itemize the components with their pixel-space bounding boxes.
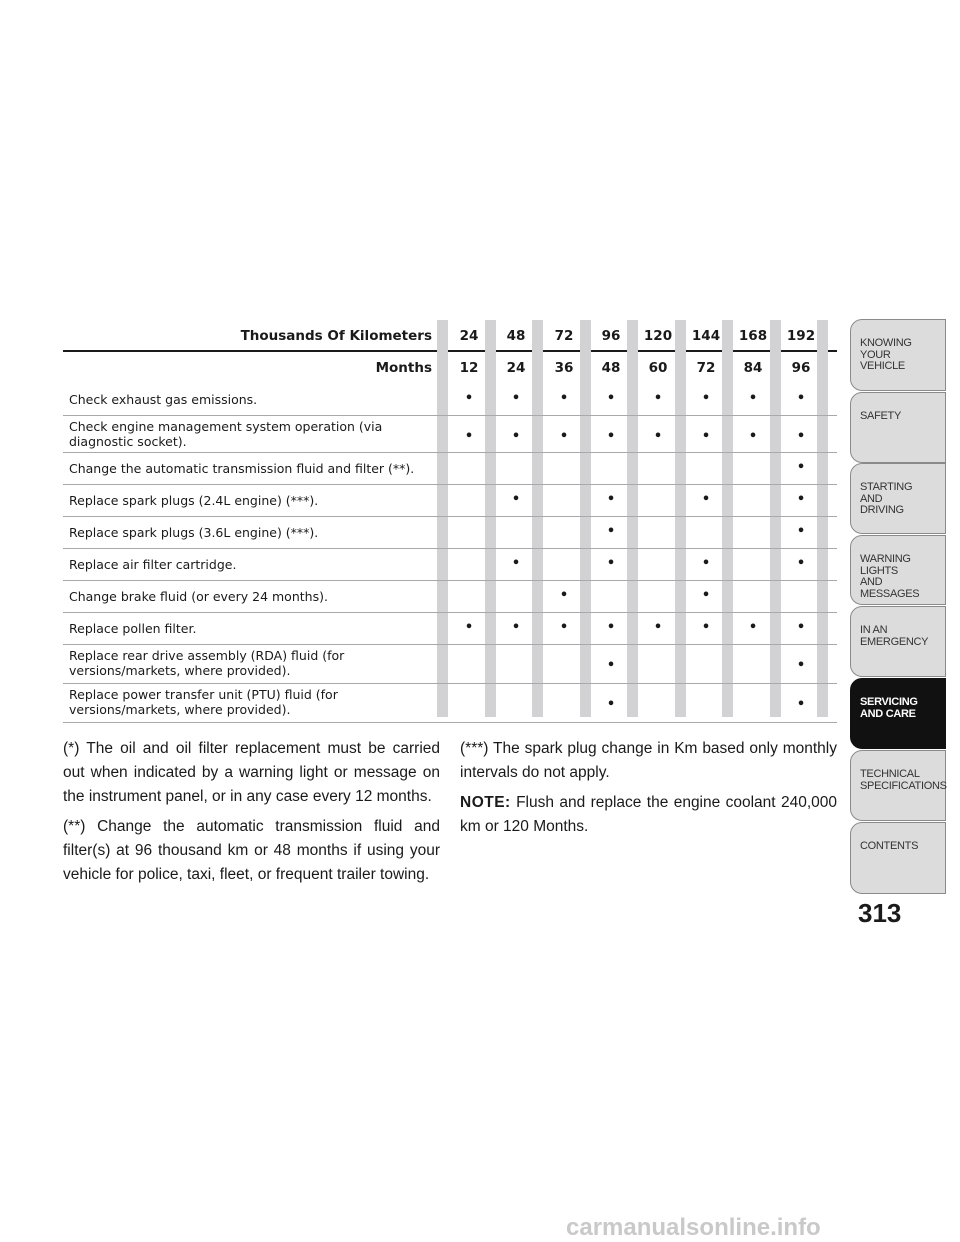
maintenance-schedule-table xyxy=(63,320,837,723)
service-mark: • xyxy=(701,391,711,406)
tab-starting-and-driving[interactable] xyxy=(850,463,946,534)
service-mark: • xyxy=(511,492,521,507)
service-mark: • xyxy=(606,620,616,635)
footnotes-right-column xyxy=(460,737,837,845)
km-value: 144 xyxy=(691,328,721,344)
service-mark: • xyxy=(606,429,616,444)
months-value: 24 xyxy=(506,360,526,376)
service-mark: • xyxy=(796,460,806,475)
service-mark: • xyxy=(796,658,806,673)
months-header-label: Months xyxy=(375,360,432,376)
service-mark: • xyxy=(511,391,521,406)
tab-label: SAFETY xyxy=(860,410,901,422)
row-description: Replace pollen filter. xyxy=(69,621,197,636)
tab-label: TECHNICAL SPECIFICATIONS xyxy=(860,768,947,792)
service-mark: • xyxy=(748,429,758,444)
table-row xyxy=(63,416,837,453)
months-value: 72 xyxy=(696,360,716,376)
service-mark: • xyxy=(701,429,711,444)
note-label: NOTE: xyxy=(460,794,511,811)
table-body xyxy=(63,384,837,723)
service-mark: • xyxy=(606,391,616,406)
table-row xyxy=(63,384,837,416)
tab-warning-lights[interactable] xyxy=(850,535,946,605)
row-description: Replace power transfer unit (PTU) fluid (for versions/markets, where provided). xyxy=(69,687,338,717)
service-mark: • xyxy=(464,391,474,406)
row-description: Replace air filter cartridge. xyxy=(69,557,237,572)
months-value: 60 xyxy=(648,360,668,376)
table-row xyxy=(63,517,837,549)
column-divider xyxy=(580,320,591,384)
footnote-transmission: (**) Change the automatic transmission fluid and filter(s) at 96 thousand km or 48 months if using your vehicle for police, taxi, fleet, or frequent trailer towing. xyxy=(63,818,440,883)
service-mark: • xyxy=(559,391,569,406)
service-mark: • xyxy=(748,391,758,406)
service-mark: • xyxy=(606,697,616,712)
months-value: 96 xyxy=(791,360,811,376)
column-divider xyxy=(770,320,781,384)
service-mark: • xyxy=(559,429,569,444)
km-value: 192 xyxy=(786,328,816,344)
months-value: 84 xyxy=(743,360,763,376)
tab-label: IN AN EMERGENCY xyxy=(860,624,929,648)
km-value: 168 xyxy=(738,328,768,344)
table-row xyxy=(63,613,837,645)
service-mark: • xyxy=(796,620,806,635)
service-mark: • xyxy=(748,620,758,635)
months-value: 12 xyxy=(459,360,479,376)
service-mark: • xyxy=(701,620,711,635)
page-number: 313 xyxy=(858,898,902,928)
column-divider xyxy=(627,320,638,384)
footnote-oil: (*) The oil and oil filter replacement must be carried out when indicated by a warning light or message on the instrument panel, or in any case every 12 months. xyxy=(63,740,440,805)
row-description: Check exhaust gas emissions. xyxy=(69,392,258,407)
service-mark: • xyxy=(796,524,806,539)
tab-servicing-and-care[interactable] xyxy=(850,678,946,749)
row-description: Replace spark plugs (2.4L engine) (***). xyxy=(69,493,319,508)
service-mark: • xyxy=(464,429,474,444)
service-mark: • xyxy=(653,620,663,635)
service-mark: • xyxy=(511,556,521,571)
service-mark: • xyxy=(796,492,806,507)
row-description: Change the automatic transmission fluid and filter (**). xyxy=(69,461,415,476)
column-divider xyxy=(817,320,828,384)
months-value: 36 xyxy=(554,360,574,376)
tab-label: CONTENTS xyxy=(860,840,919,852)
service-mark: • xyxy=(559,620,569,635)
row-description: Change brake fluid (or every 24 months). xyxy=(69,589,328,604)
km-header-label: Thousands Of Kilometers xyxy=(240,328,432,344)
row-description: Replace rear drive assembly (RDA) fluid (for versions/markets, where provided). xyxy=(69,648,345,678)
column-divider xyxy=(722,320,733,384)
tab-technical-specifications[interactable] xyxy=(850,750,946,821)
km-value: 120 xyxy=(643,328,673,344)
tab-label: STARTING AND DRIVING xyxy=(860,481,913,516)
note-text: Flush and replace the engine coolant 240,000 km or 120 Months. xyxy=(460,794,837,835)
tab-safety[interactable] xyxy=(850,392,946,463)
service-mark: • xyxy=(796,391,806,406)
column-divider xyxy=(675,320,686,384)
table-row xyxy=(63,485,837,517)
km-header-row xyxy=(63,320,837,352)
column-divider xyxy=(532,320,543,384)
tab-label: WARNING LIGHTS AND MESSAGES xyxy=(860,553,920,600)
service-mark: • xyxy=(606,524,616,539)
service-mark: • xyxy=(606,658,616,673)
service-mark: • xyxy=(653,429,663,444)
service-mark: • xyxy=(559,588,569,603)
service-mark: • xyxy=(796,697,806,712)
watermark: carmanualsonline.info xyxy=(566,1214,821,1241)
table-row xyxy=(63,684,837,723)
table-row xyxy=(63,581,837,613)
table-row xyxy=(63,453,837,485)
service-mark: • xyxy=(511,429,521,444)
service-mark: • xyxy=(606,492,616,507)
footnotes-left-column xyxy=(63,737,440,893)
km-value: 72 xyxy=(554,328,574,344)
service-mark: • xyxy=(796,556,806,571)
service-mark: • xyxy=(701,492,711,507)
service-mark: • xyxy=(653,391,663,406)
service-mark: • xyxy=(701,588,711,603)
footnote-spark-plug: (***) The spark plug change in Km based only monthly intervals do not apply. xyxy=(460,740,837,781)
tab-in-an-emergency[interactable] xyxy=(850,606,946,677)
column-divider xyxy=(485,320,496,384)
table-row xyxy=(63,645,837,684)
km-value: 96 xyxy=(601,328,621,344)
row-description: Replace spark plugs (3.6L engine) (***). xyxy=(69,525,319,540)
service-mark: • xyxy=(606,556,616,571)
tab-knowing-your-vehicle[interactable] xyxy=(850,319,946,391)
service-mark: • xyxy=(796,429,806,444)
column-divider xyxy=(437,320,448,384)
tab-label: KNOWING YOUR VEHICLE xyxy=(860,337,912,372)
months-value: 48 xyxy=(601,360,621,376)
service-mark: • xyxy=(511,620,521,635)
coolant-note xyxy=(460,791,837,839)
tab-label: SERVICING AND CARE xyxy=(860,696,918,720)
tab-contents[interactable] xyxy=(850,822,946,894)
service-mark: • xyxy=(464,620,474,635)
km-value: 48 xyxy=(506,328,526,344)
service-mark: • xyxy=(701,556,711,571)
months-header-row xyxy=(63,352,837,384)
row-description: Check engine management system operation (via diagnostic socket). xyxy=(69,419,383,449)
table-row xyxy=(63,549,837,581)
km-value: 24 xyxy=(459,328,479,344)
